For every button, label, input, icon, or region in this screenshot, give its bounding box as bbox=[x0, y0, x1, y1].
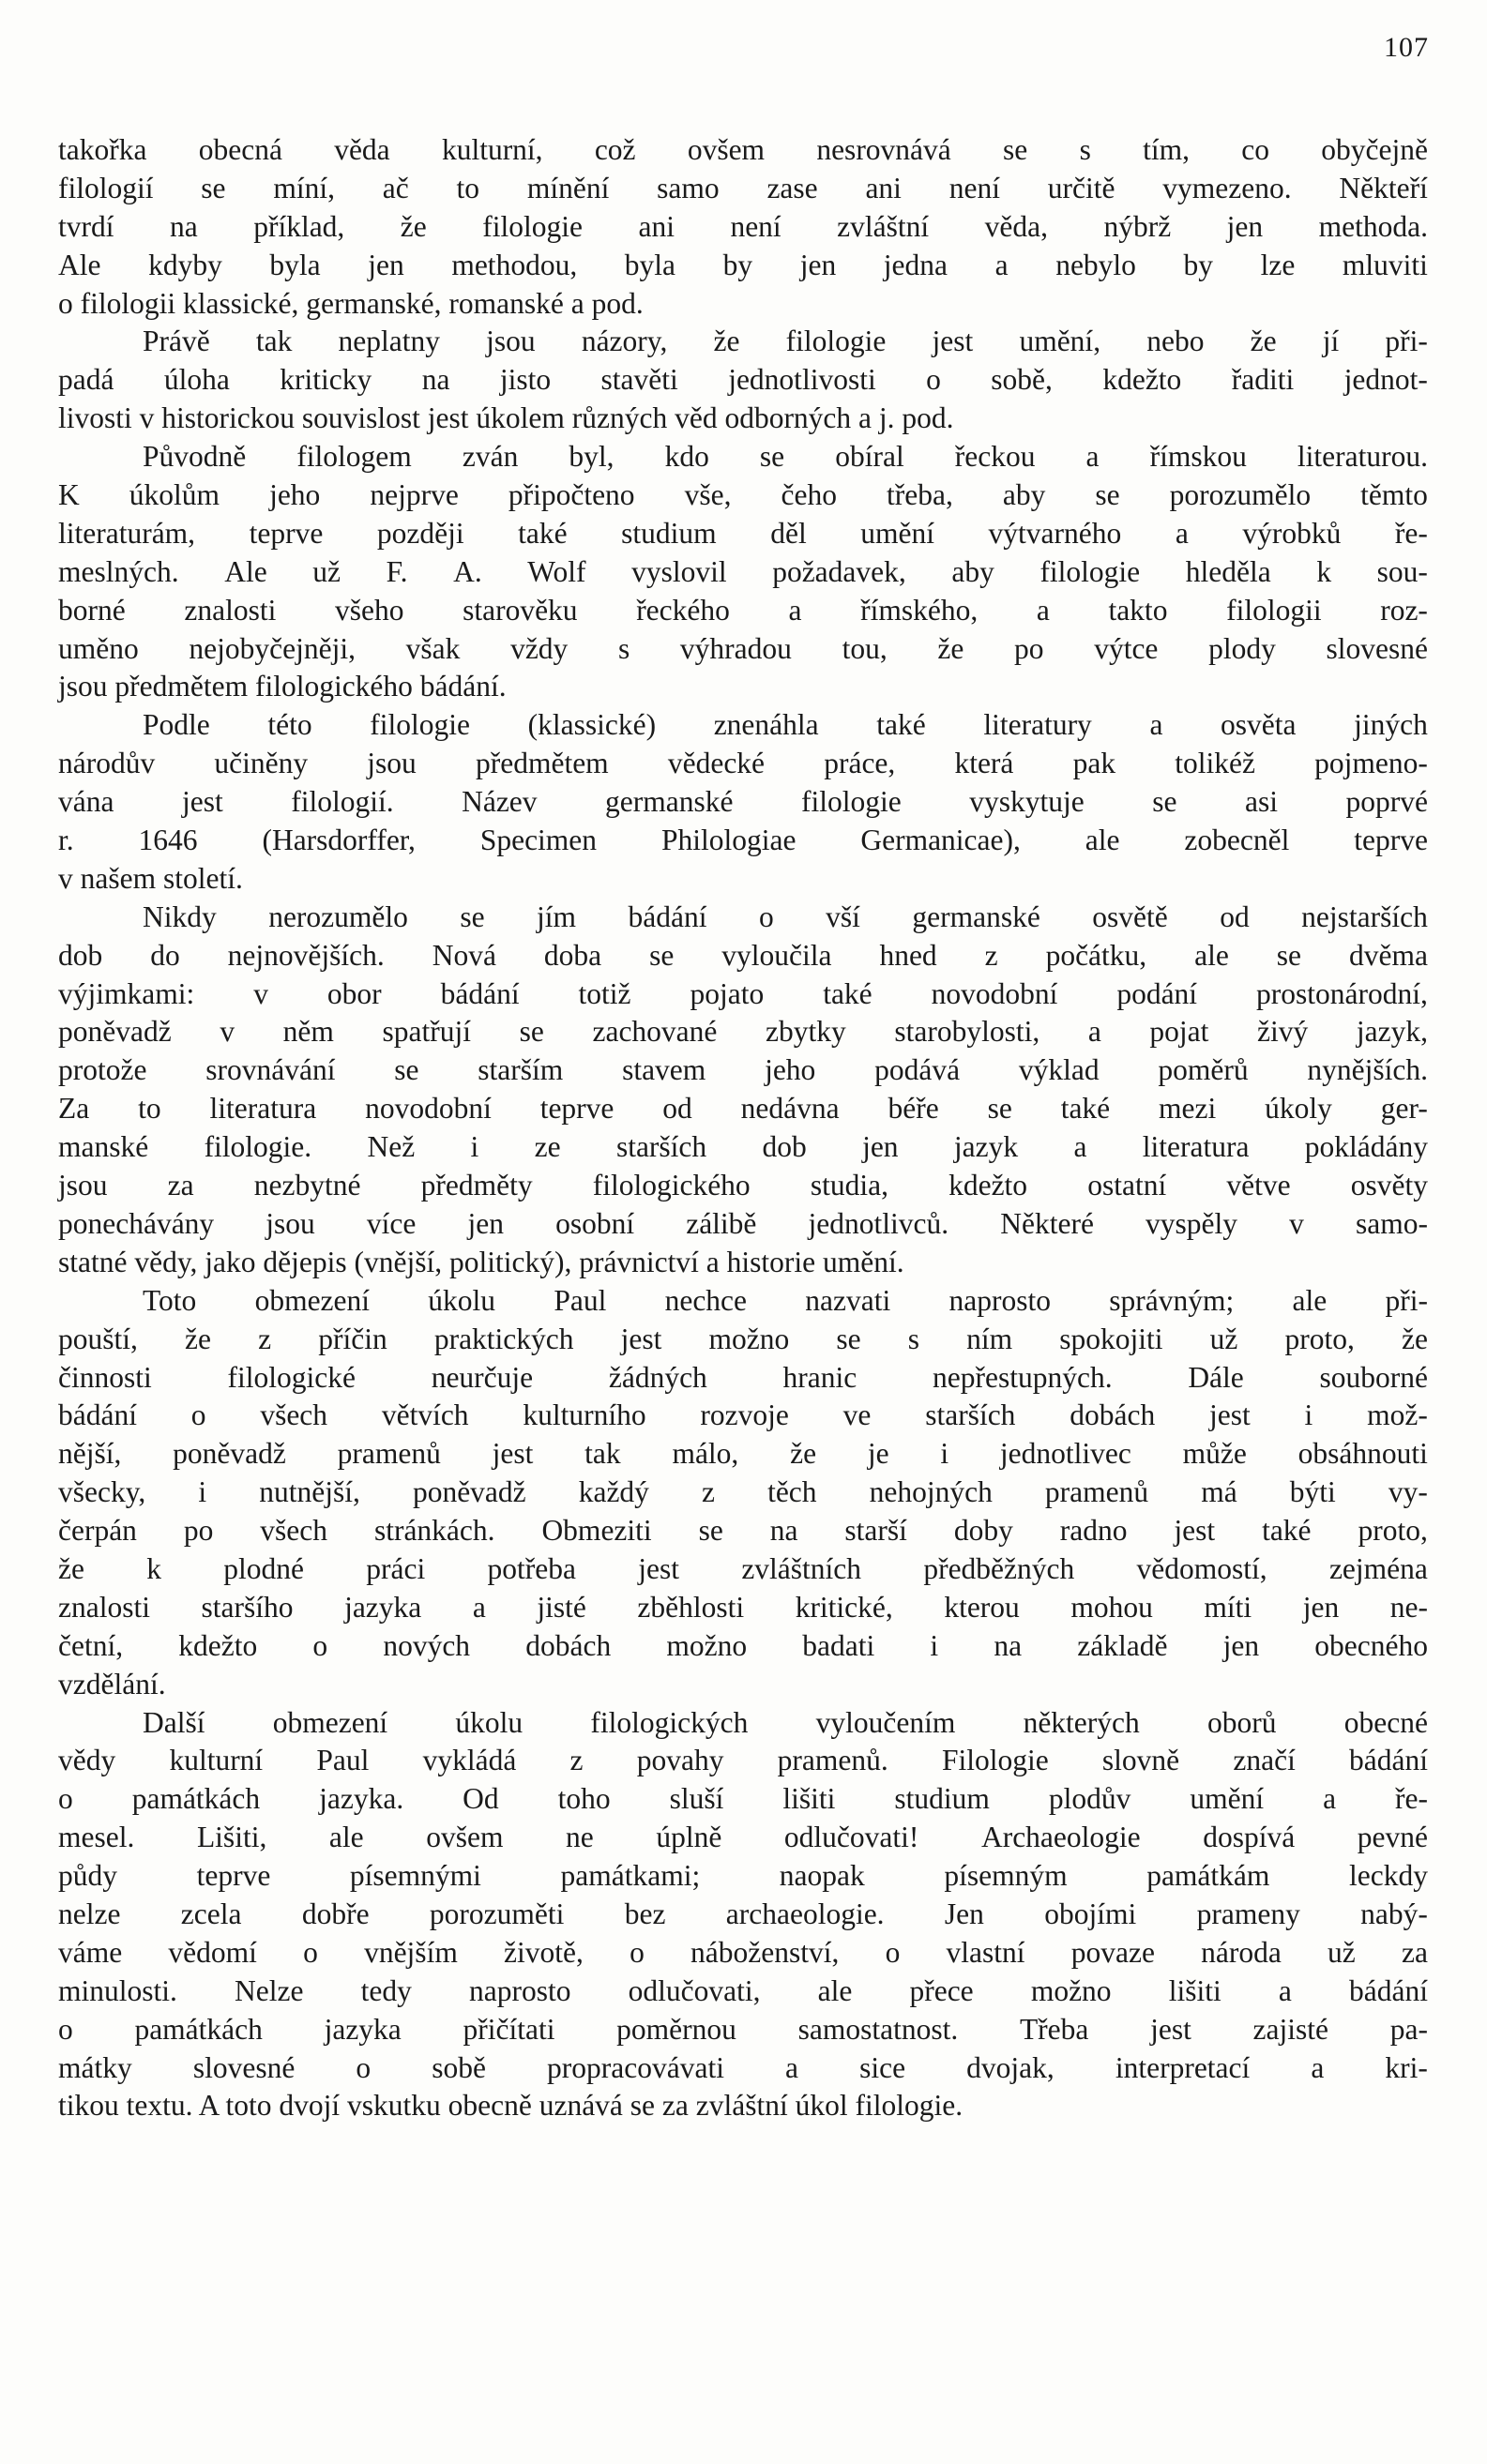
text-line: bádání o všech větvích kulturního rozvoje ve starších dobách jest i mož- bbox=[58, 1398, 1428, 1432]
text-line: váme vědomí o vnějším životě, o náboženství, o vlastní povaze národa už za bbox=[58, 1935, 1428, 1969]
paragraph bbox=[58, 438, 1428, 706]
text-line: uměno nejobyčejněji, však vždy s výhradou tou, že po výtce plody slovesné bbox=[58, 631, 1428, 665]
text-line: tikou textu. A toto dvojí vskutku obecně uznává se za zvláštní úkol filologie. bbox=[58, 2089, 964, 2123]
text-line: výjimkami: v obor bádání totiž pojato také novodobní podání prostonárodní, bbox=[58, 976, 1428, 1010]
paragraph bbox=[58, 706, 1428, 898]
text-line: literaturám, teprve později také studium děl umění výtvarného a výrobků ře- bbox=[58, 516, 1428, 550]
text-line: Podle této filologie (klassické) znenáhla také literatury a osvěta jiných bbox=[143, 708, 1428, 742]
text-line: Nikdy nerozumělo se jím bádání o vší germanské osvětě od nejstarších bbox=[143, 899, 1428, 933]
text-line: Právě tak neplatny jsou názory, že filologie jest umění, nebo že jí při- bbox=[143, 325, 1428, 358]
text-line: takořka obecná věda kulturní, což ovšem nesrovnává se s tím, co obyčejně bbox=[58, 133, 1428, 166]
text-line: mesel. Lišiti, ale ovšem ne úplně odlučovati! Archaeologie dospívá pevné bbox=[58, 1821, 1428, 1854]
text-line: protože srovnávání se starším stavem jeho podává výklad poměrů nynějších. bbox=[58, 1053, 1428, 1087]
text-line: Toto obmezení úkolu Paul nechce nazvati naprosto správným; ale při- bbox=[143, 1283, 1428, 1317]
page-number: 107 bbox=[1384, 32, 1429, 63]
text-line: nější, poněvadž pramenů jest tak málo, že je i jednotlivec může obsáhnouti bbox=[58, 1437, 1428, 1471]
text-line: meslných. Ale už F. A. Wolf vyslovil požadavek, aby filologie hleděla k sou- bbox=[58, 554, 1428, 588]
text-line: vědy kulturní Paul vykládá z povahy pramenů. Filologie slovně značí bádání bbox=[58, 1744, 1428, 1777]
text-line: jsou předmětem filologického bádání. bbox=[58, 670, 507, 703]
paragraph bbox=[58, 899, 1428, 1282]
text-line: statné vědy, jako dějepis (vnější, politický), právnictví a historie umění. bbox=[58, 1245, 904, 1278]
text-line: Za to literatura novodobní teprve od nedávna béře se také mezi úkoly ger- bbox=[58, 1092, 1428, 1126]
text-line: čerpán po všech stránkách. Obmeziti se na starší doby radno jest také proto, bbox=[58, 1514, 1428, 1548]
text-line: všecky, i nutnější, poněvadž každý z těch nehojných pramenů má býti vy- bbox=[58, 1475, 1428, 1509]
text-line: znalosti staršího jazyka a jisté zběhlosti kritické, kterou mohou míti jen ne- bbox=[58, 1590, 1428, 1624]
text-line: Ale kdyby byla jen methodou, byla by jen jedna a nebylo by lze mluviti bbox=[58, 248, 1428, 281]
text-line: livosti v historickou souvislost jest úkolem různých věd odborných a j. pod. bbox=[58, 401, 954, 435]
text-line: národův učiněny jsou předmětem vědecké práce, která pak tolikéž pojmeno- bbox=[58, 747, 1428, 780]
text-line: filologií se míní, ač to mínění samo zase ani není určitě vymezeno. Někteří bbox=[58, 171, 1428, 204]
text-line: půdy teprve písemnými památkami; naopak písemným památkám leckdy bbox=[58, 1859, 1428, 1893]
text-line: manské filologie. Než i ze starších dob jen jazyk a literatura pokládány bbox=[58, 1130, 1428, 1164]
text-line: poněvadž v něm spatřují se zachované zbytky starobylosti, a pojat živý jazyk, bbox=[58, 1015, 1428, 1049]
text-line: vzdělání. bbox=[58, 1667, 166, 1701]
paragraph bbox=[58, 1704, 1428, 2126]
text-line: nelze zcela dobře porozuměti bez archaeologie. Jen obojími prameny nabý- bbox=[58, 1897, 1428, 1930]
text-line: o památkách jazyka. Od toho sluší lišiti studium plodův umění a ře- bbox=[58, 1782, 1428, 1816]
paragraph bbox=[58, 131, 1428, 323]
paragraph bbox=[58, 323, 1428, 438]
text-line: vána jest filologií. Název germanské filologie vyskytuje se asi poprvé bbox=[58, 785, 1428, 819]
text-line: dob do nejnovějších. Nová doba se vyloučila hned z počátku, ale se dvěma bbox=[58, 938, 1428, 972]
text-line: v našem století. bbox=[58, 861, 243, 895]
body-text bbox=[58, 131, 1428, 2125]
text-line: mátky slovesné o sobě propracovávati a sice dvojak, interpretací a kri- bbox=[58, 2050, 1428, 2084]
text-line: o památkách jazyka přičítati poměrnou samostatnost. Třeba jest zajisté pa- bbox=[58, 2012, 1428, 2046]
text-line: činnosti filologické neurčuje žádných hranic nepřestupných. Dále souborné bbox=[58, 1360, 1428, 1394]
text-line: jsou za nezbytné předměty filologického studia, kdežto ostatní větve osvěty bbox=[58, 1169, 1428, 1202]
text-line: Původně filologem zván byl, kdo se obíral řeckou a římskou literaturou. bbox=[143, 440, 1428, 474]
text-line: K úkolům jeho nejprve připočteno vše, čeho třeba, aby se porozumělo těmto bbox=[58, 478, 1428, 512]
text-line: borné znalosti všeho starověku řeckého a římského, a takto filologii roz- bbox=[58, 593, 1428, 627]
text-line: padá úloha kriticky na jisto stavěti jednotlivosti o sobě, kdežto řaditi jednot- bbox=[58, 363, 1428, 397]
text-line: r. 1646 (Harsdorffer, Specimen Philologiae Germanicae), ale zobecněl teprve bbox=[58, 824, 1428, 857]
text-line: ponechávány jsou více jen osobní zálibě jednotlivců. Některé vyspěly v samo- bbox=[58, 1206, 1428, 1240]
paragraph bbox=[58, 1282, 1428, 1704]
text-line: četní, kdežto o nových dobách možno badati i na základě jen obecného bbox=[58, 1628, 1428, 1662]
text-line: že k plodné práci potřeba jest zvláštních předběžných vědomostí, zejména bbox=[58, 1551, 1428, 1585]
text-line: minulosti. Nelze tedy naprosto odlučovati, ale přece možno lišiti a bádání bbox=[58, 1973, 1428, 2007]
text-line: pouští, že z příčin praktických jest možno se s ním spokojiti už proto, že bbox=[58, 1322, 1428, 1355]
text-line: tvrdí na příklad, že filologie ani není zvláštní věda, nýbrž jen methoda. bbox=[58, 209, 1428, 243]
text-line: o filologii klassické, germanské, romanské a pod. bbox=[58, 286, 644, 320]
text-line: Další obmezení úkolu filologických vyloučením některých oborů obecné bbox=[143, 1705, 1428, 1739]
